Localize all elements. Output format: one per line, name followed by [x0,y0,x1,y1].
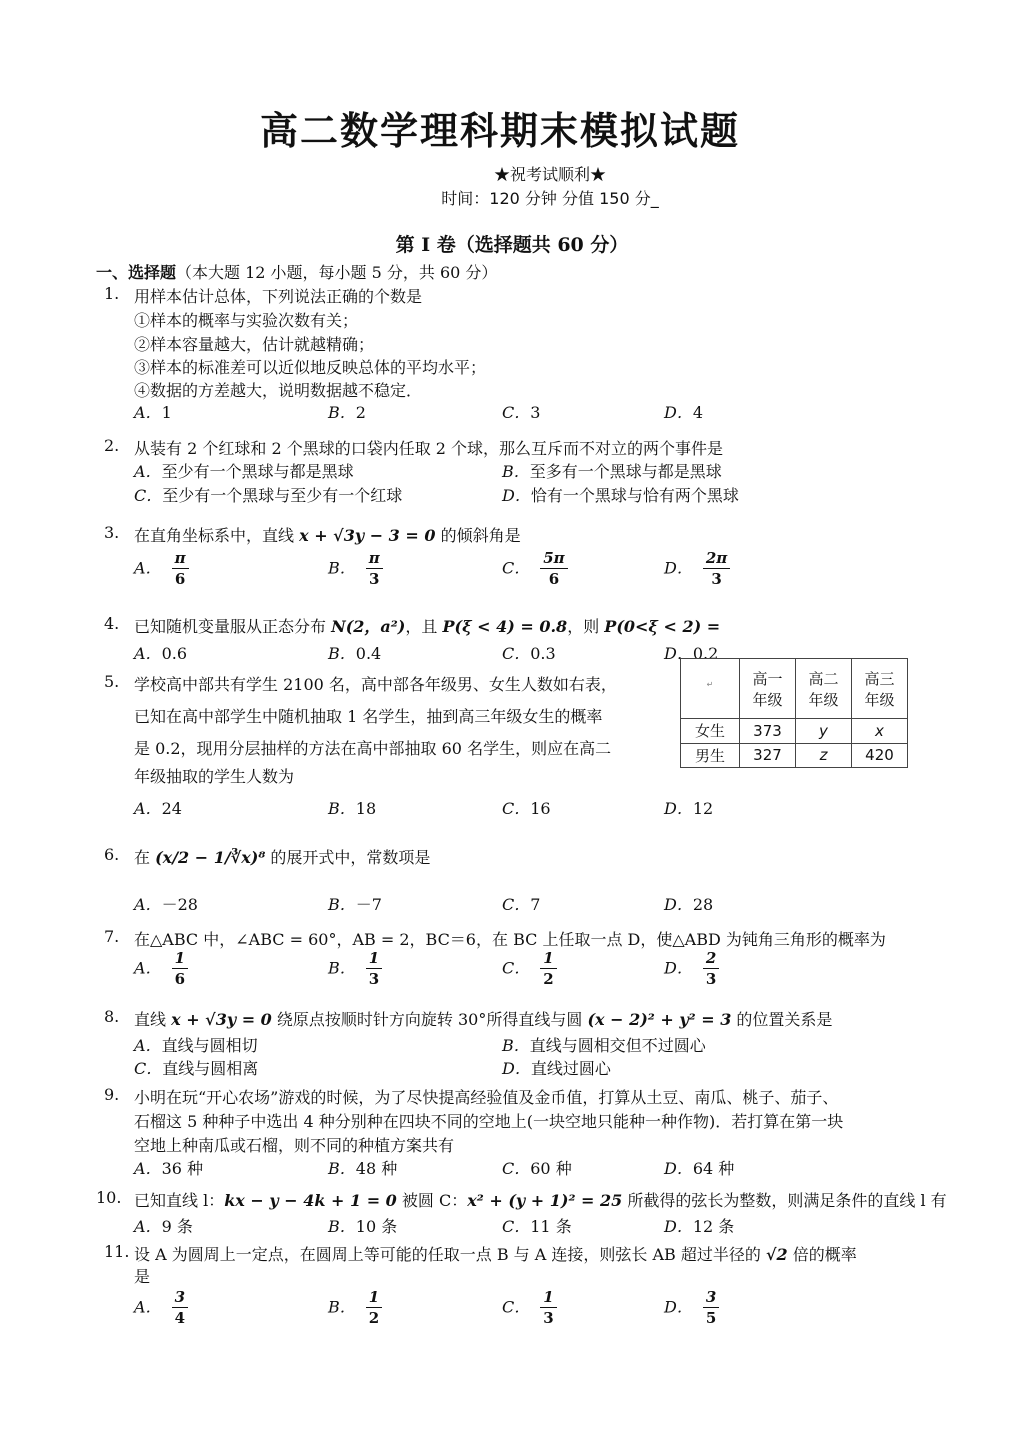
table-header-grade2: 高二 年级 [796,659,852,719]
table-header-grade3: 高三 年级 [852,659,908,719]
q11-number: 11. [104,1242,130,1261]
table-cell: 女生 [681,719,740,744]
q1-stem: 用样本估计总体，下列说法正确的个数是 [134,287,423,306]
q1-number: 1. [104,284,120,303]
q6-option-b: B．－7 [328,895,382,914]
exam-title: 高二数学理科期末模拟试题 [259,108,740,153]
q11-option-d: D． $\frac{3}{5}$ [664,1290,719,1326]
table-cell: 男生 [681,743,740,768]
q1-item: ③样本的标准差可以近似地反映总体的平均水平； [134,358,487,377]
table-corner-cell: ↵ [681,659,740,719]
q2-option-c: C．至少有一个黑球与至少有一个红球 [134,486,403,505]
q5-number: 5. [104,672,120,691]
q3-option-c: C． $\frac{5\pi}{6}$ [502,551,568,587]
q9-option-b: B．48 种 [328,1159,398,1178]
q1-option-a: A．1 [134,403,172,422]
q2-stem: 从装有 2 个红球和 2 个黑球的口袋内任取 2 个球，那么互斥而不对立的两个事件是 [134,439,724,458]
q7-option-a: A． $\frac{1}{6}$ [134,951,188,987]
q8-option-a: A．直线与圆相切 [134,1036,258,1055]
q6-number: 6. [104,845,120,864]
q10-option-d: D．12 条 [664,1217,735,1236]
q6-stem: 在 (x/2 − 1/∛x)⁸ 的展开式中，常数项是 [134,848,431,867]
q5-line: 学校高中部共有学生 2100 名，高中部各年级男、女生人数如右表， [134,675,617,694]
q5-line: 年级抽取的学生人数为 [134,767,295,786]
q7-option-d: D． $\frac{2}{3}$ [664,951,719,987]
q5-option-d: D．12 [664,799,714,818]
q1-option-b: B．2 [328,403,366,422]
q9-number: 9. [104,1085,120,1104]
q3-option-a: A． $\frac{\pi}{6}$ [134,551,189,587]
time-score-line: 时间：120 分钟 分值 150 分_ [441,189,659,208]
q4-prob-given: P(ξ < 4) = 0.8 [442,617,568,636]
table-cell: y [796,719,852,744]
q10-option-a: A．9 条 [134,1217,193,1236]
q1-option-d: D．4 [664,403,704,422]
q10-option-b: B．10 条 [328,1217,398,1236]
q2-number: 2. [104,436,120,455]
q4-distribution: N(2，a²) [331,617,406,636]
q11-option-a: A． $\frac{3}{4}$ [134,1290,188,1326]
q7-option-c: C． $\frac{1}{2}$ [502,951,557,987]
q4-option-a: A．0.6 [134,644,188,663]
q11-stem-cont: 是 [134,1267,151,1286]
q3-option-b: B． $\frac{\pi}{3}$ [328,551,383,587]
q5-option-a: A．24 [134,799,182,818]
q7-number: 7. [104,927,120,946]
q6-binomial-expression: (x/2 − 1/∛x)⁸ [155,848,266,867]
q10-circle-equation: x² + (y + 1)² = 25 [467,1191,623,1210]
q7-option-b: B． $\frac{1}{3}$ [328,951,382,987]
q9-option-d: D．64 种 [664,1159,735,1178]
table-row [681,743,908,768]
q11-stem: 设 A 为圆周上一定点，在圆周上等可能的任取一点 B 与 A 连接，则弦长 AB 超过半径的 √2 倍的概率 [134,1245,857,1264]
section-heading [96,260,497,283]
q10-number: 10. [96,1188,122,1207]
q4-option-d: D．0.2 [664,644,719,663]
volume-heading: 第 I 卷（选择题共 60 分） [395,234,629,256]
table-cell: 327 [740,743,796,768]
table-cell: z [796,743,852,768]
q7-stem: 在△ABC 中，∠ABC = 60°，AB = 2，BC＝6，在 BC 上任取一点 D，使△ABD 为钝角三角形的概率为 [134,930,886,949]
q8-circle-equation: (x − 2)² + y² = 3 [587,1010,732,1029]
q10-line-equation: kx − y − 4k + 1 = 0 [224,1191,397,1210]
q9-line: 石榴这 5 种种子中选出 4 种分别种在四块不同的空地上(一块空地只能种一种作物)．若打算在第一块 [134,1112,844,1131]
q4-prob-asked: P(0<ξ < 2) = [604,617,721,636]
q9-line: 空地上种南瓜或石榴，则不同的种植方案共有 [134,1136,455,1155]
grade-gender-table [680,658,908,768]
table-cell: 373 [740,719,796,744]
q11-root-two: √2 [765,1245,788,1264]
q11-option-b: B． $\frac{1}{2}$ [328,1290,382,1326]
q2-option-a: A．至少有一个黑球与都是黑球 [134,462,354,481]
q2-option-d: D．恰有一个黑球与恰有两个黑球 [502,486,739,505]
q10-option-c: C．11 条 [502,1217,572,1236]
q10-stem: 已知直线 l：kx − y − 4k + 1 = 0 被圆 C：x² + (y + 1)² = 25 所截得的弦长为整数，则满足条件的直线 l 有 [134,1191,947,1210]
q4-option-c: C．0.3 [502,644,556,663]
q3-equation: x + √3y − 3 = 0 [299,526,436,545]
q8-option-c: C．直线与圆相离 [134,1059,259,1078]
q5-line: 已知在高中部学生中随机抽取 1 名学生，抽到高三年级女生的概率 [134,707,603,726]
q8-option-b: B．直线与圆相交但不过圆心 [502,1036,706,1055]
q3-stem: 在直角坐标系中，直线 x + √3y − 3 = 0 的倾斜角是 [134,526,521,545]
q1-item: ②样本容量越大，估计就越精确； [134,335,375,354]
q9-option-a: A．36 种 [134,1159,204,1178]
section-title: 一、选择题 [96,263,177,282]
q8-number: 8. [104,1007,120,1026]
section-note: （本大题 12 小题，每小题 5 分，共 60 分） [176,263,498,282]
q6-option-a: A．－28 [134,895,198,914]
q11-option-c: C． $\frac{1}{3}$ [502,1290,557,1326]
q3-option-d: D． $\frac{2\pi}{3}$ [664,551,730,587]
q3-number: 3. [104,523,120,542]
q8-stem: 直线 x + √3y = 0 绕原点按顺时针方向旋转 30°所得直线与圆 (x − 2)² + y² = 3 的位置关系是 [134,1010,833,1029]
q4-number: 4. [104,614,120,633]
q6-option-c: C．7 [502,895,541,914]
q2-option-b: B．至多有一个黑球与都是黑球 [502,462,722,481]
table-row [681,719,908,744]
q8-line-equation: x + √3y = 0 [171,1010,272,1029]
q4-stem: 已知随机变量服从正态分布 N(2，a²)，且 P(ξ < 4) = 0.8，则 P(0<ξ < 2) = [134,617,721,636]
table-cell: 420 [852,743,908,768]
q8-option-d: D．直线过圆心 [502,1059,611,1078]
q5-line: 是 0.2，现用分层抽样的方法在高中部抽取 60 名学生，则应在高二 [134,739,612,758]
q1-item: ①样本的概率与实验次数有关； [134,311,359,330]
q9-option-c: C．60 种 [502,1159,572,1178]
q1-item: ④数据的方差越大，说明数据越不稳定． [134,381,423,400]
q9-line: 小明在玩“开心农场”游戏的时候，为了尽快提高经验值及金币值，打算从土豆、南瓜、桃子、茄子、 [134,1088,839,1107]
table-header-row [681,659,908,719]
q5-option-b: B．18 [328,799,377,818]
q4-option-b: B．0.4 [328,644,382,663]
q1-option-c: C．3 [502,403,541,422]
q5-option-c: C．16 [502,799,551,818]
table-header-grade1: 高一 年级 [740,659,796,719]
blessing-line: ★祝考试顺利★ [493,165,606,184]
q6-option-d: D．28 [664,895,714,914]
table-cell: x [852,719,908,744]
